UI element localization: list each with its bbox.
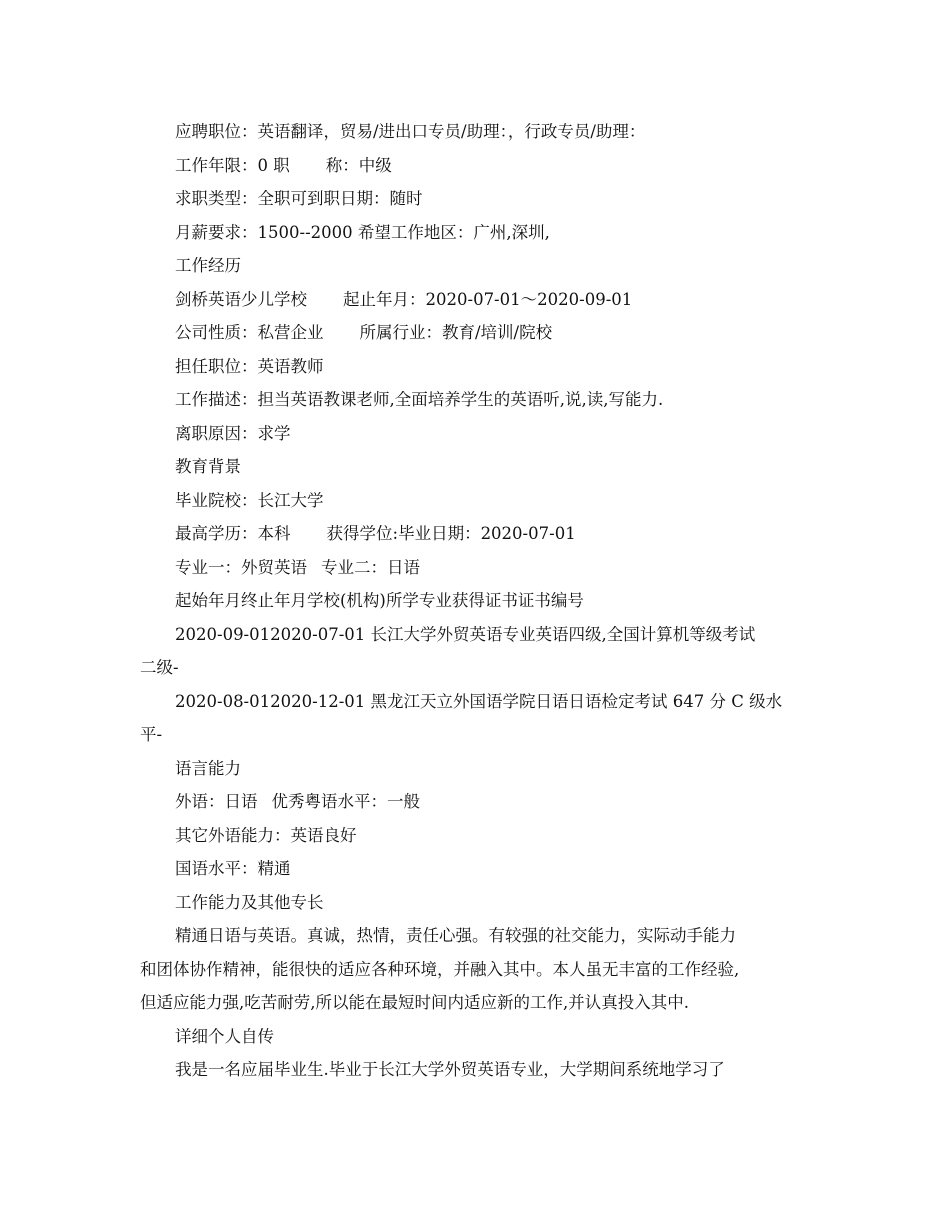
salary-value: 1500--2000 [257, 222, 353, 242]
foreign-language-row [140, 785, 820, 819]
mandarin-value: 精通 [257, 859, 291, 878]
education-entry-2-line1: 2020-08-012020-12-01 黑龙江天立外国语学院日语日语检定考试 647 分 C 级水 [175, 691, 783, 711]
bio-line-1: 我是一名应届毕业生.毕业于长江大学外贸英语专业，大学期间系统地学习了 [175, 1060, 725, 1079]
foreign-language-value: 日语 [224, 792, 258, 811]
leave-reason-label: 离职原因： [175, 423, 258, 443]
salary-label: 月薪要求： [175, 222, 258, 242]
skills-heading: 工作能力及其他专长 [175, 892, 324, 912]
diploma-label: 获得学位: [326, 524, 399, 543]
bio-heading: 详细个人自传 [175, 1026, 274, 1046]
foreign-language-level: 优秀 [271, 792, 305, 811]
degree-value: 本科 [257, 524, 291, 543]
skills-paragraph [140, 919, 820, 1020]
education-entry-2 [140, 685, 820, 752]
position-row [140, 115, 820, 149]
skills-line-3: 但适应能力强,吃苦耐劳,所以能在最短时间内适应新的工作,并认真投入其中. [140, 993, 689, 1012]
position-label: 应聘职位： [175, 122, 258, 141]
title-value: 中级 [358, 155, 392, 175]
start-date-label: 可到职日期： [290, 189, 390, 208]
role-row [140, 350, 820, 384]
resume-content [140, 115, 820, 1087]
work-heading: 工作经历 [175, 256, 241, 275]
bio-paragraph [140, 1053, 820, 1087]
title-label-part1: 职 [273, 155, 290, 175]
cantonese-label: 粤语水平： [304, 792, 387, 811]
mandarin-row [140, 852, 820, 886]
company-row [140, 283, 820, 317]
region-value: 广州,深圳, [473, 222, 550, 242]
education-entry-1-line2: 二级- [140, 658, 179, 677]
description-row [140, 383, 820, 417]
other-language-row [140, 819, 820, 853]
role-label: 担任职位： [175, 356, 258, 376]
major2-label: 专业二： [321, 557, 387, 577]
job-type-row [140, 182, 820, 216]
description-label: 工作描述： [175, 390, 258, 409]
education-entry-1-line1: 2020-09-012020-07-01 长江大学外贸英语专业英语四级,全国计算机等级考试 [175, 624, 756, 644]
degree-row [140, 517, 820, 551]
period-value: 2020-07-01～2020-09-01 [425, 289, 633, 309]
leave-reason-value: 求学 [257, 423, 291, 443]
region-label: 希望工作地区： [357, 222, 474, 242]
years-title-row [140, 149, 820, 183]
industry-label: 所属行业： [359, 323, 442, 342]
education-entry-1 [140, 618, 820, 685]
major1-value: 外贸英语 [241, 557, 307, 577]
major1-label: 专业一： [175, 557, 241, 577]
description-value: 担当英语教课老师,全面培养学生的英语听,说,读,写能力. [257, 390, 664, 409]
school-value: 长江大学 [257, 490, 324, 510]
leave-reason-row [140, 417, 820, 451]
job-type-label: 求职类型： [175, 189, 258, 208]
mandarin-label: 国语水平： [175, 859, 258, 878]
grad-date-value: 2020-07-01 [480, 524, 576, 543]
skills-line-2: 和团体协作精神，能很快的适应各种环境，并融入其中。本人虽无丰富的工作经验, [140, 959, 740, 979]
years-label: 工作年限： [175, 155, 258, 175]
major-row [140, 551, 820, 585]
years-value: 0 [257, 155, 268, 175]
other-language-value: 英语良好 [290, 825, 357, 845]
language-heading: 语言能力 [175, 758, 241, 778]
job-type-value: 全职 [257, 189, 291, 208]
nature-value: 私营企业 [257, 323, 324, 342]
role-value: 英语教师 [257, 356, 324, 376]
nature-label: 公司性质： [175, 323, 258, 342]
foreign-language-label: 外语： [175, 792, 225, 811]
school-row [140, 484, 820, 518]
title-label-part2: 称： [325, 155, 359, 175]
other-language-label: 其它外语能力： [175, 825, 291, 845]
company-name: 剑桥英语少儿学校 [175, 289, 307, 309]
skills-line-1: 精通日语与英语。真诚，热情，责任心强。有较强的社交能力，实际动手能力 [175, 926, 736, 945]
education-heading: 教育背景 [175, 457, 241, 476]
position-value: 英语翻译，贸易/进出口专员/助理：，行政专员/助理： [257, 122, 646, 141]
salary-row [140, 216, 820, 250]
education-entry-2-line2: 平- [140, 725, 163, 744]
start-date-value: 随时 [389, 189, 423, 208]
grad-date-label: 毕业日期： [398, 524, 481, 543]
company-nature-row [140, 316, 820, 350]
degree-label: 最高学历： [175, 524, 258, 543]
industry-value: 教育/培训/院校 [442, 323, 553, 342]
major2-value: 日语 [387, 557, 420, 577]
period-label: 起止年月： [343, 289, 426, 309]
education-table-header: 起始年月终止年月学校(机构)所学专业获得证书证书编号 [175, 591, 584, 610]
cantonese-value: 一般 [387, 792, 420, 811]
school-label: 毕业院校： [175, 490, 258, 510]
